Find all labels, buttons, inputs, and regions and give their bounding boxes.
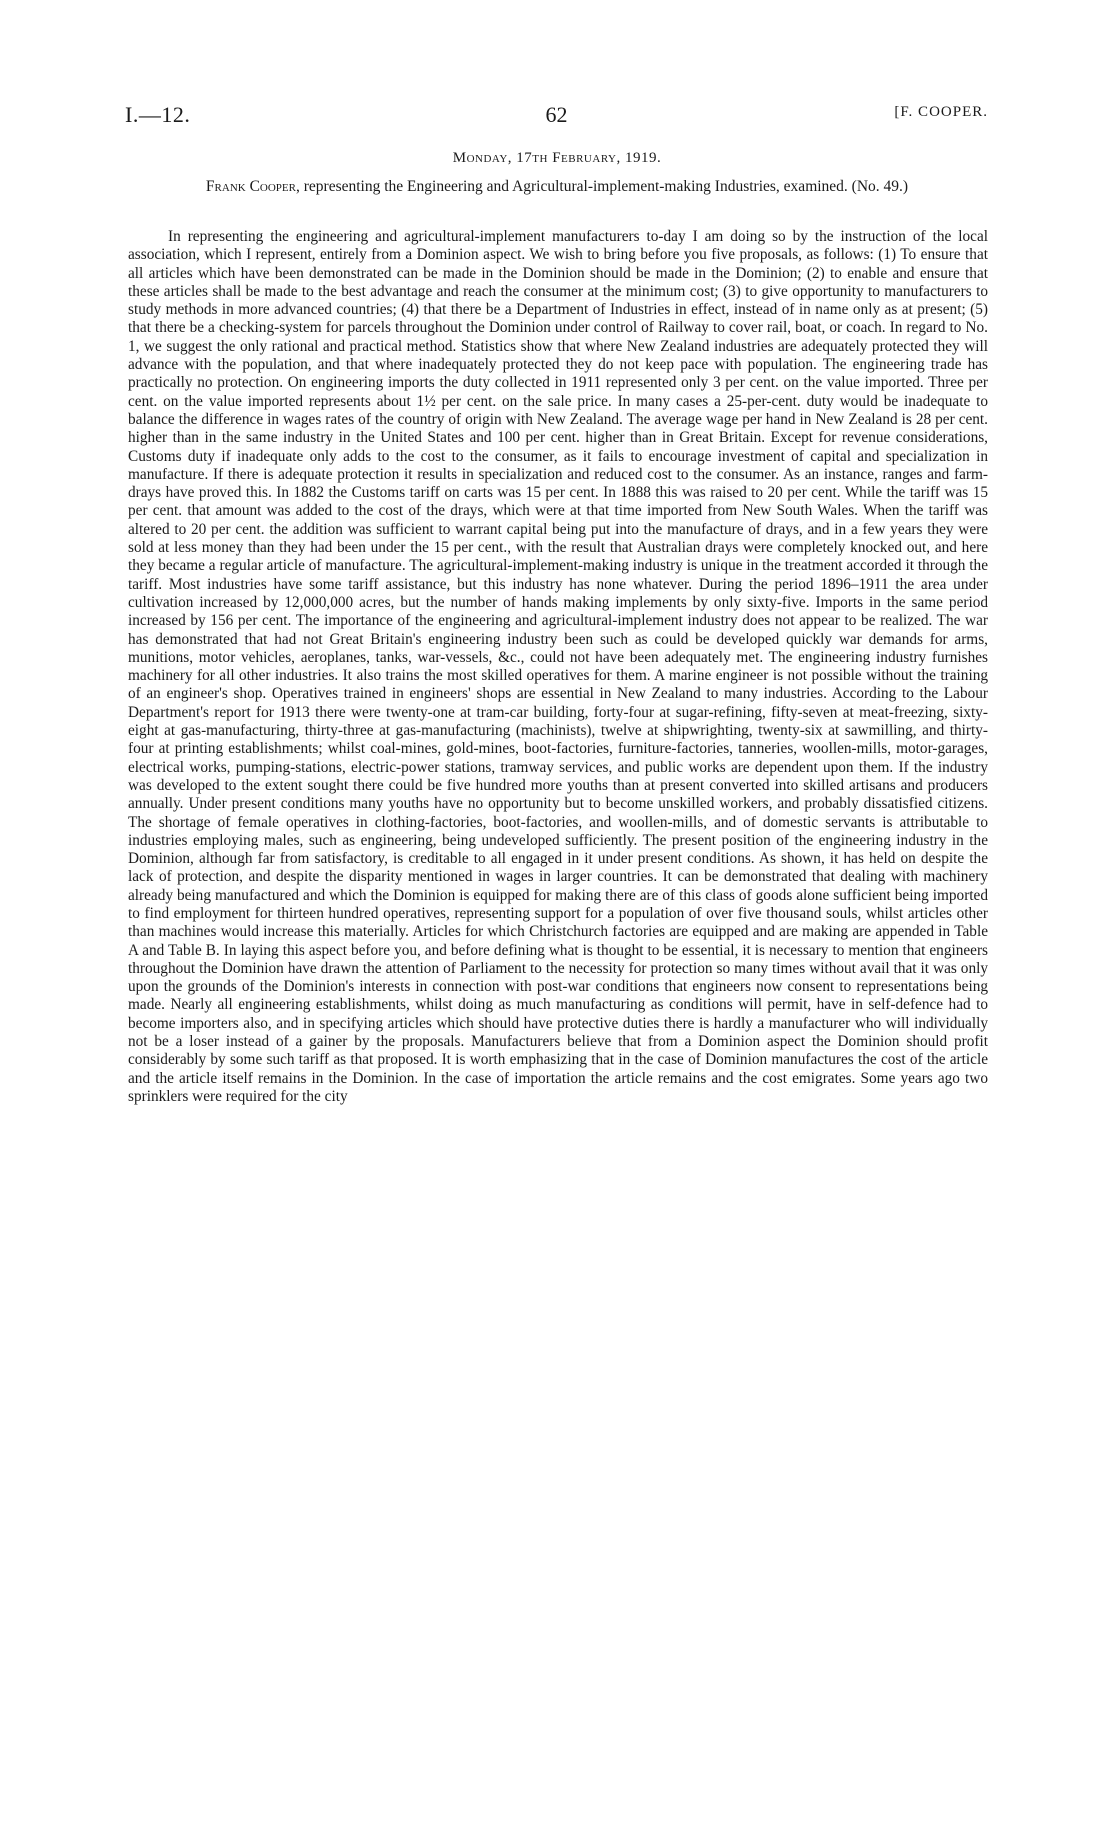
document-reference: I.—12. [125, 102, 191, 127]
testimony-paragraph: In representing the engineering and agricultural-implement manufacturers to-day I am doing so by the instruction of the local association, which I represent, entirely from a Dominion aspect. We wish to bring before you five proposals, as follows: (1) To ensure that all articles which have been demonstrated can be made in the Dominion should be made in the Dominion; (2) to enable and ensure that these articles shall be made to the best advantage and reach the consumer at the minimum cost; (3) to give opportunity to manufacturers to study methods in more advanced countries; (4) that there be a Department of Industries in effect, instead of in name only as at present; (5) that there be a checking-system for parcels throughout the Dominion under control of Railway to cover rail, boat, or coach. In regard to No. 1, we suggest the only rational and practical method. Statistics show that where New Zealand industries are adequately protected they will advance with the population, and that where inadequately protected they do not keep pace with population. The engineering trade has practically no protection. On engineering imports the duty collected in 1911 represented only 3 per cent. on the value imported. Three per cent. on the value imported represents about 1½ per cent. on the sale price. In many cases a 25-per-cent. duty would be inadequate to balance the difference in wages rates of the country of origin with New Zealand. The average wage per hand in New Zealand is 28 per cent. higher than in the same industry in the United States and 100 per cent. higher than in Great Britain. Except for revenue considerations, Customs duty if inadequate only adds to the cost to the consumer, as it fails to encourage investment of capital and specialization in manufacture. If there is adequate protection it results in specialization and reduced cost to the consumer. As an instance, ranges and farm-drays have proved this. In 1882 the Customs tariff on carts was 15 per cent. In 1888 this was raised to 20 per cent. While the tariff was 15 per cent. that amount was added to the cost of the drays, which were at that time imported from New South Wales. When the tariff was altered to 20 per cent. the addition was sufficient to warrant capital being put into the manufacture of drays, and in a few years they were sold at less money than they had been under the 15 per cent., with the result that Australian drays were completely knocked out, and here they became a regular article of manufacture. The agricultural-implement-making industry is unique in the treatment accorded it through the tariff. Most industries have some tariff assistance, but this industry has none whatever. During the period 1896–1911 the area under cultivation increased by 12,000,000 acres, but the number of hands making implements by only sixty-five. Imports in the same period increased by 156 per cent. The importance of the engineering and agricultural-implement industry does not appear to be realized. The war has demonstrated that had not Great Britain's engineering industry been such as could be developed quickly war demands for arms, munitions, motor vehicles, aeroplanes, tanks, war-vessels, &c., could not have been adequately met. The engineering industry furnishes machinery for all other industries. It also trains the most skilled operatives for them. A marine engineer is not possible without the training of an engineer's shop. Operatives trained in engineers' shops are essential in New Zealand to many industries. According to the Labour Department's report for 1913 there were twenty-one at tram-car building, forty-four at sugar-refining, fifty-seven at meat-freezing, sixty-eight at gas-manufacturing, thirty-three at gas-manufacturing (machinists), twelve at shipwrighting, twenty-six at sawmilling, and thirty-four at printing establishments; whilst coal-mines, gold-mines, boot-factories, furniture-factories, tanneries, woollen-mills, motor-garages, electrical works, pumping-stations, electric-power stations, tramway services, and public works are dependent upon them. If the industry was developed to the extent sought there could be five hundred more youths than at present converted into skilled artisans and producers annually. Under present conditions many youths have no opportunity but to become unskilled workers, and probably dissatisfied citizens. The shortage of female operatives in clothing-factories, boot-factories, and woollen-mills, and of domestic servants is attributable to industries employing males, such as engineering, being undeveloped sufficiently. The present position of the engineering industry in the Dominion, although far from satisfactory, is creditable to all engaged in it under present conditions. As shown, it has held on despite the lack of protection, and despite the disparity mentioned in wages in larger countries. It can be demonstrated that dealing with machinery already being manufactured and which the Dominion is equipped for making there are of this class of goods alone sufficient being imported to find employment for thirteen hundred operatives, representing support for a population of over five thousand souls, whilst articles other than machines would increase this materially. Articles for which Christchurch factories are equipped and are making are appended in Table A and Table B. In laying this aspect before you, and before defining what is thought to be essential, it is necessary to mention that engineers throughout the Dominion have drawn the attention of Parliament to the necessity for protection so many times without avail that it was only upon the grounds of the Dominion's interests in connection with post-war conditions that engineers now consent to representations being made. Nearly all engineering establishments, whilst doing as much manufacturing as conditions will permit, have in self-defence had to become importers also, and in specifying articles which should have protective duties there is hardly a manufacturer who will individually not be a loser instead of a gainer by the proposals. Manufacturers believe that from a Dominion aspect the Dominion should profit considerably by some such tariff as that proposed. It is worth emphasizing that in the case of Dominion manufactures the cost of the article and the article itself remains in the Dominion. In the case of importation the article remains and the cost emigrates. Some years ago two sprinklers were required for the city [128, 228, 988, 1105]
page-number: 62 [545, 102, 568, 127]
witness-heading [128, 178, 986, 196]
session-date: Monday, 17th February, 1919. [452, 150, 662, 166]
witness-name: Frank Cooper [205, 178, 296, 195]
running-head [125, 102, 988, 132]
witness-running-name: [F. COOPER. [894, 104, 988, 120]
witness-description: , representing the Engineering and Agricultural-implement-making Industries, examined. (No. 49.) [296, 178, 909, 195]
